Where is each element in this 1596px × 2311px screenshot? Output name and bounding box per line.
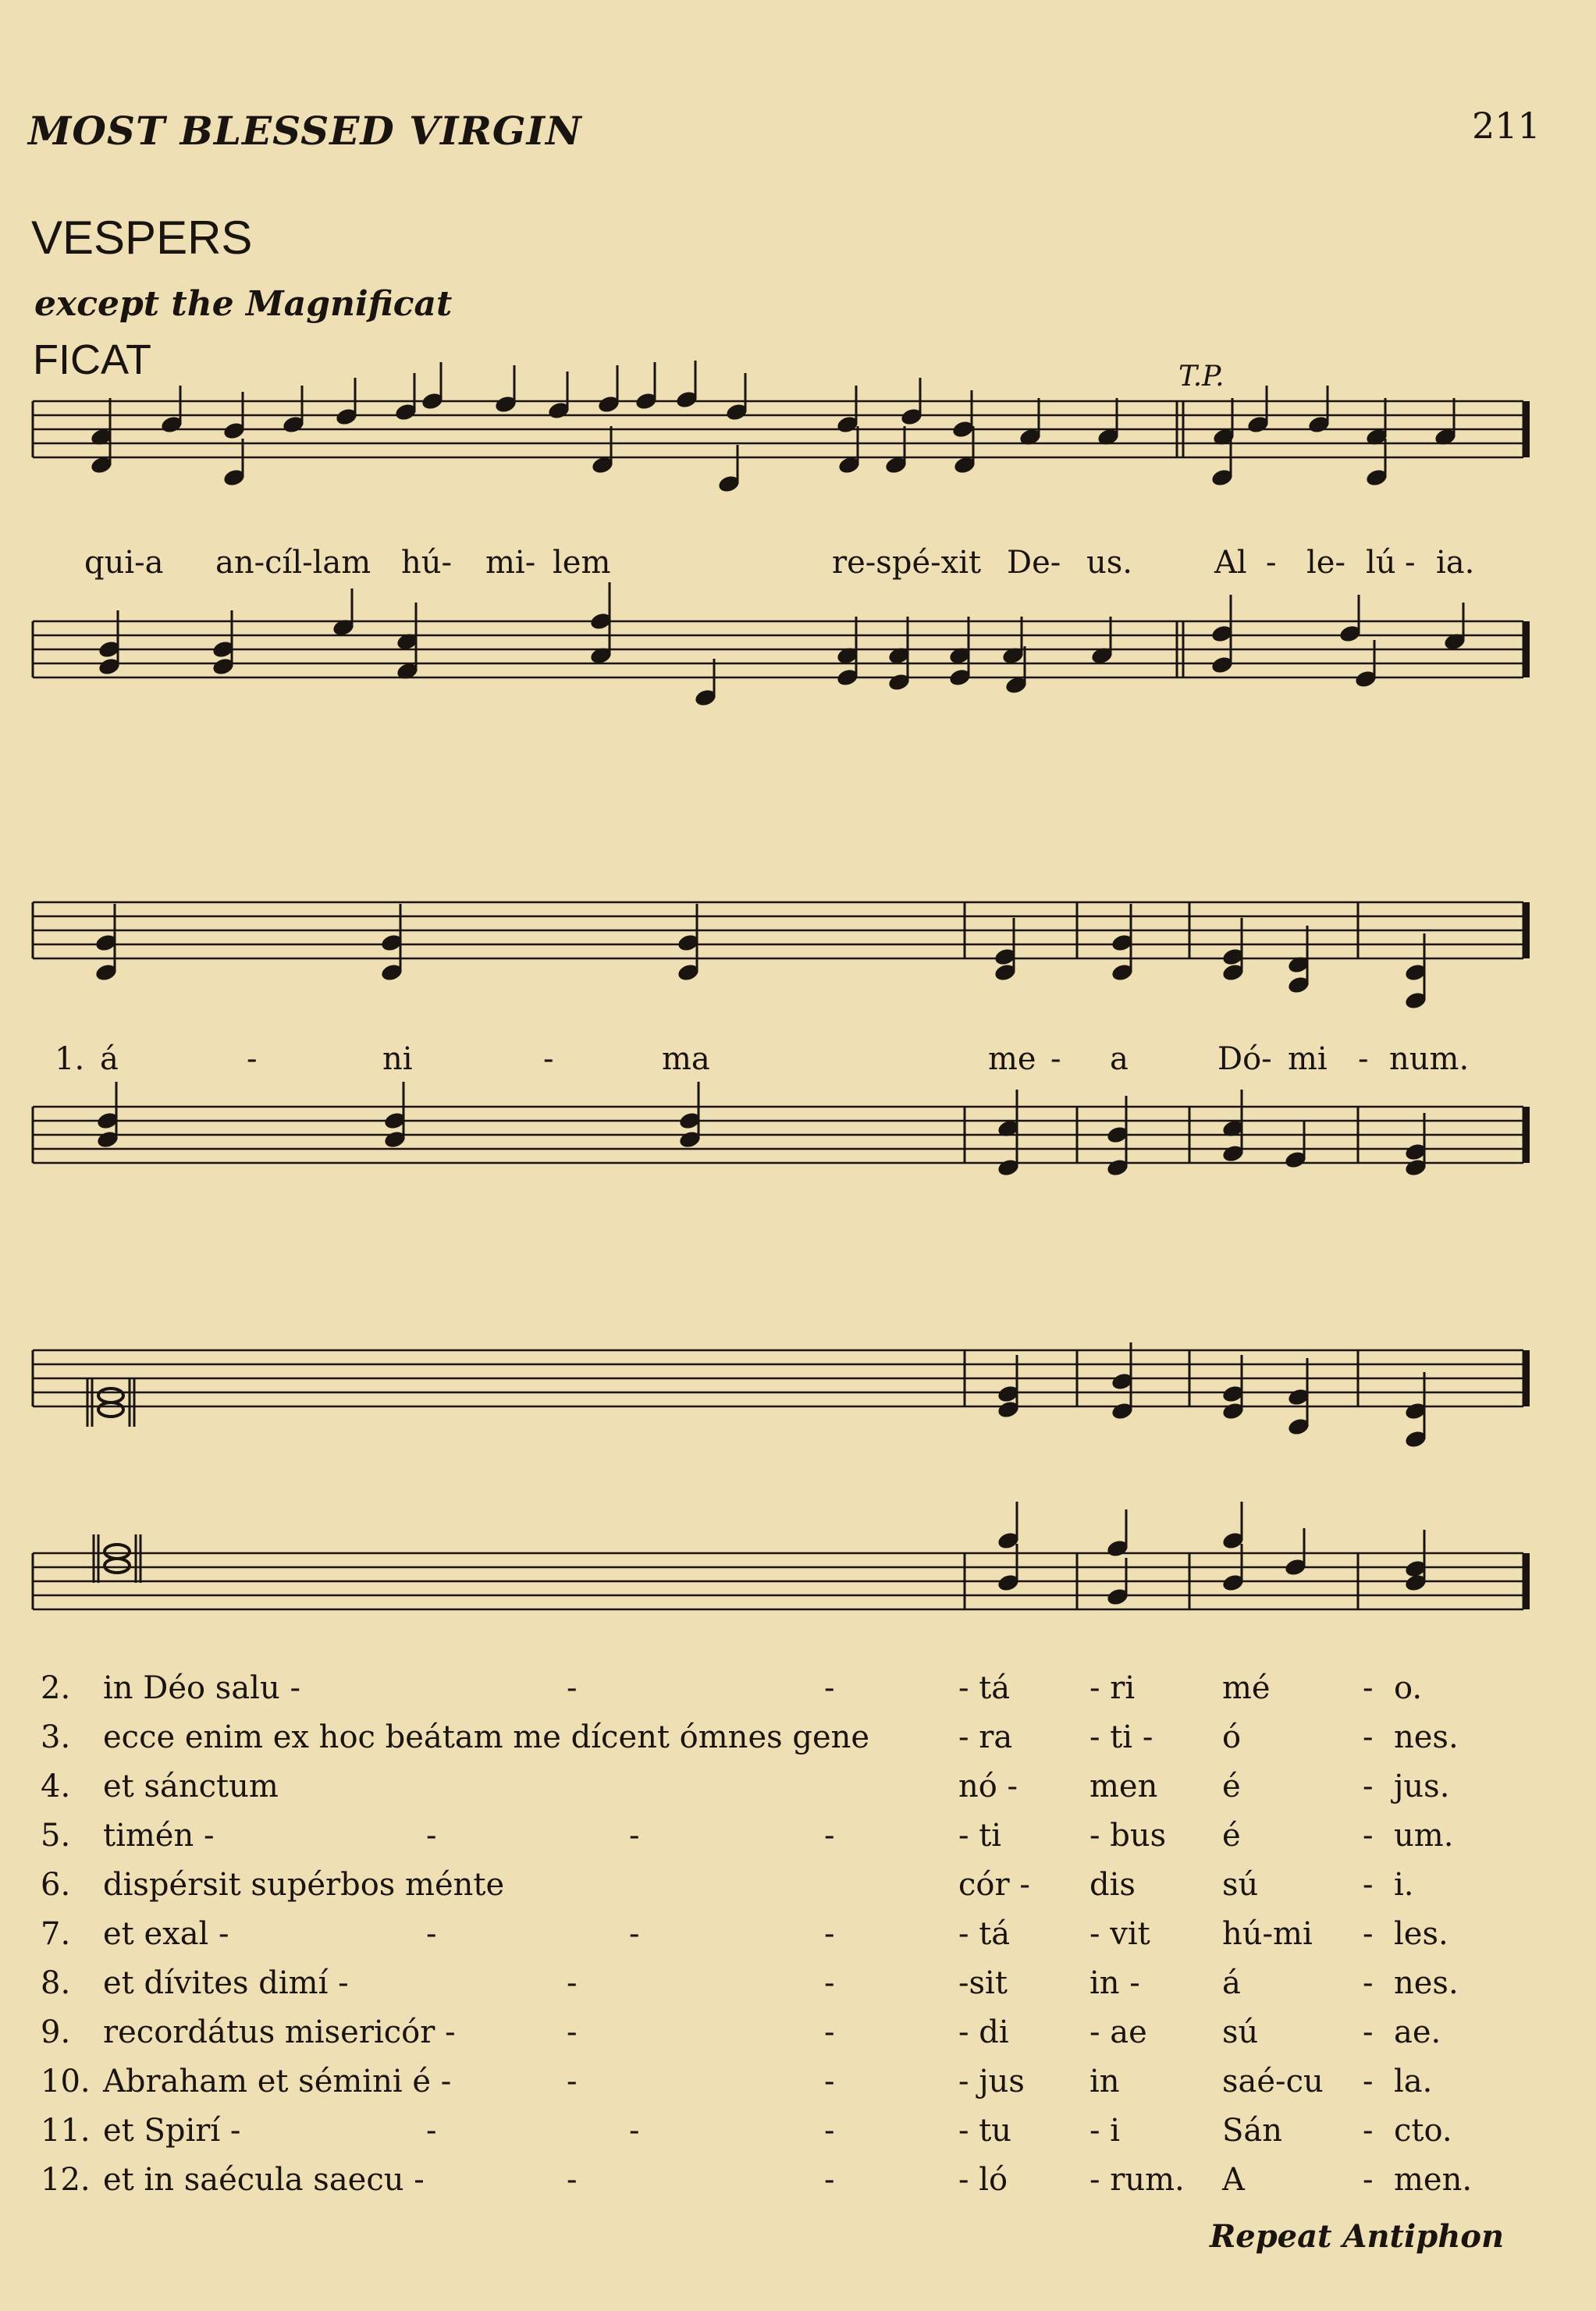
verse-syllable-3: saé-cu (1222, 2064, 1324, 2099)
verse-syllable-1: - di (958, 2014, 1009, 2050)
verse-syllable-4: la. (1394, 2064, 1433, 2099)
lyric-syllable: Dó- (1217, 1041, 1272, 1077)
verse-dash: - (1363, 1965, 1374, 2001)
verse-text: et Spirí - (103, 2113, 241, 2149)
verse-syllable-4: les. (1394, 1916, 1448, 1952)
verse-row (41, 1670, 1534, 1717)
verse-syllable-3: mé (1222, 1670, 1271, 1706)
final-bar (1523, 401, 1530, 457)
verse-syllable-3: A (1222, 2162, 1245, 2198)
lyric-syllable: Al (1214, 545, 1247, 581)
verse-dash: - (1363, 1867, 1374, 1903)
lyric-syllable: re-spé-xit (832, 545, 982, 581)
lyric-syllable: us. (1086, 545, 1133, 581)
verse-text: dispérsit supérbos ménte (103, 1867, 505, 1903)
verse-syllable-1: - jus (958, 2064, 1025, 2099)
verse-syllable-4: nes. (1394, 1719, 1459, 1755)
section-title: VESPERS (31, 212, 253, 264)
verse-dash: - (1363, 2014, 1374, 2050)
lyric-syllable: me (988, 1041, 1036, 1077)
verse-row (41, 1965, 1534, 2012)
verse-dash: - (824, 1916, 835, 1952)
verse-syllable-2: - i (1089, 2113, 1121, 2149)
verse-number: 5. (41, 1818, 71, 1854)
breve-note (105, 1559, 130, 1573)
verse-dash: - (1363, 2113, 1374, 2149)
lyric-syllable: hú- (401, 545, 453, 581)
lyric-syllable: qui-a (84, 545, 164, 581)
verse-syllable-3: Sán (1222, 2113, 1283, 2149)
verse-number: 3. (41, 1719, 71, 1755)
verse-dash: - (1363, 1670, 1374, 1706)
verse-text: ecce enim ex hoc beátam me dícent ómnes gene (103, 1719, 870, 1755)
verse-syllable-2: - ri (1089, 1670, 1136, 1706)
verse-dash: - (629, 2113, 640, 2149)
verse-dash: - (824, 1965, 835, 2001)
verse-syllable-4: men. (1394, 2162, 1473, 2198)
tp-marking: T.P. (1178, 361, 1225, 393)
word-fragment: FICAT (33, 336, 151, 383)
verse-syllable-4: o. (1394, 1670, 1423, 1706)
verse-dash: - (567, 1670, 578, 1706)
verse-dash: - (824, 2162, 835, 2198)
verse-syllable-2: - ae (1089, 2014, 1147, 2050)
verse-number: 1. (55, 1041, 85, 1077)
verse-text: Abraham et sémini é - (103, 2064, 452, 2099)
verse-dash: - (567, 1965, 578, 2001)
verse-row (41, 2064, 1534, 2110)
verse-syllable-1: - tá (958, 1916, 1011, 1952)
lyric-syllable: num. (1389, 1041, 1470, 1077)
verse-row (41, 1867, 1534, 1914)
breve-note (98, 1388, 123, 1403)
verse-number: 9. (41, 2014, 71, 2050)
verse-row (41, 1818, 1534, 1865)
verse-dash: - (1363, 1769, 1374, 1804)
verse-syllable-4: um. (1394, 1818, 1454, 1854)
lyric-syllable: ma (662, 1041, 710, 1077)
lyric-syllable: - (1358, 1041, 1369, 1077)
verse-syllable-1: - ló (958, 2162, 1008, 2198)
lyric-syllable: ia. (1436, 545, 1475, 581)
verse-row (41, 1719, 1534, 1766)
verse-dash: - (1363, 2064, 1374, 2099)
verse-row (41, 2014, 1534, 2061)
verse-syllable-1: - tu (958, 2113, 1012, 2149)
verse-syllable-1: - ra (958, 1719, 1013, 1755)
verse-syllable-3: é (1222, 1818, 1241, 1854)
verse-syllable-3: sú (1222, 2014, 1259, 2050)
verse-dash: - (824, 2014, 835, 2050)
verse-syllable-1: nó - (958, 1769, 1018, 1804)
verse-syllable-4: ae. (1394, 2014, 1441, 2050)
verse-dash: - (824, 2113, 835, 2149)
verse-syllable-3: ó (1222, 1719, 1242, 1755)
breve-note (105, 1545, 130, 1559)
verse-number: 11. (41, 2113, 91, 2149)
section-subtitle: except the Magnificat (34, 284, 453, 324)
lyric-syllable: - (247, 1041, 258, 1077)
verse-row (41, 2113, 1534, 2160)
final-bar (1523, 621, 1530, 677)
verse-dash: - (1363, 1719, 1374, 1755)
verse-dash: - (824, 1670, 835, 1706)
verse-text: et dívites dimí - (103, 1965, 349, 2001)
verse-syllable-3: sú (1222, 1867, 1259, 1903)
lyric-syllable: mi (1288, 1041, 1328, 1077)
lyric-syllable: lem (553, 545, 611, 581)
verse-syllable-4: cto. (1394, 2113, 1452, 2149)
repeat-note: Repeat Antiphon (1210, 2218, 1505, 2255)
running-title: MOST BLESSED VIRGIN (28, 108, 582, 154)
lyric-syllable: lú (1366, 545, 1396, 581)
verse-syllable-2: in - (1089, 1965, 1140, 2001)
verse-number: 7. (41, 1916, 71, 1952)
lyric-syllable: an-cíl-lam (215, 545, 371, 581)
verse-row (41, 1769, 1534, 1815)
verse-dash: - (426, 1916, 437, 1952)
verse-syllable-1: - ti (958, 1818, 1002, 1854)
verse-text: et exal - (103, 1916, 229, 1952)
final-bar (1523, 1553, 1530, 1609)
verse-dash: - (824, 2064, 835, 2099)
final-bar (1523, 1107, 1530, 1163)
verse-number: 12. (41, 2162, 91, 2198)
verse-syllable-2: - vit (1089, 1916, 1150, 1952)
verse-dash: - (567, 2064, 578, 2099)
verse-syllable-4: i. (1394, 1867, 1414, 1903)
verse-dash: - (629, 1818, 640, 1854)
verse-text: in Déo salu - (103, 1670, 300, 1706)
lyric-syllable: De- (1007, 545, 1061, 581)
verse-syllable-4: nes. (1394, 1965, 1459, 2001)
verse-dash: - (629, 1916, 640, 1952)
verse-text: recordátus misericór - (103, 2014, 456, 2050)
verse-syllable-3: á (1222, 1965, 1241, 2001)
verse-number: 6. (41, 1867, 71, 1903)
verse-syllable-1: -sit (958, 1965, 1008, 2001)
verse-text: et in saécula saecu - (103, 2162, 425, 2198)
verse-dash: - (1363, 2162, 1374, 2198)
verse-dash: - (426, 1818, 437, 1854)
verse-number: 2. (41, 1670, 71, 1706)
lyric-syllable: á (100, 1041, 119, 1077)
lyric-syllable: - (1266, 545, 1277, 581)
verse-number: 8. (41, 1965, 71, 2001)
lyric-syllable: le- (1306, 545, 1345, 581)
verse-number: 10. (41, 2064, 91, 2099)
verse-row (41, 2162, 1534, 2209)
final-bar (1523, 902, 1530, 958)
verse-syllable-2: in (1089, 2064, 1120, 2099)
lyric-syllable: - (1405, 545, 1416, 581)
verse-row (41, 1916, 1534, 1963)
verse-syllable-1: - tá (958, 1670, 1011, 1706)
verse-dash: - (1363, 1916, 1374, 1952)
verse-syllable-3: é (1222, 1769, 1241, 1804)
page-number: 211 (1472, 105, 1541, 147)
lyric-syllable: ni (382, 1041, 413, 1077)
verse-syllable-4: jus. (1394, 1769, 1450, 1804)
verse-text: timén - (103, 1818, 215, 1854)
verse-syllable-2: men (1089, 1769, 1158, 1804)
verse-dash: - (824, 1818, 835, 1854)
lyric-syllable: mi- (485, 545, 536, 581)
verse-number: 4. (41, 1769, 71, 1804)
breve-note (98, 1403, 123, 1417)
final-bar (1523, 1350, 1530, 1406)
verse-syllable-3: hú-mi (1222, 1916, 1313, 1952)
verse-syllable-2: - ti - (1089, 1719, 1153, 1755)
verse-syllable-2: - bus (1089, 1818, 1167, 1854)
verse-dash: - (1363, 1818, 1374, 1854)
verse-syllable-2: dis (1089, 1867, 1136, 1903)
verse-syllable-1: cór - (958, 1867, 1030, 1903)
lyric-syllable: - (1050, 1041, 1061, 1077)
lyric-syllable: - (543, 1041, 554, 1077)
verse-dash: - (426, 2113, 437, 2149)
verse-dash: - (567, 2014, 578, 2050)
verse-syllable-2: - rum. (1089, 2162, 1185, 2198)
verse-dash: - (567, 2162, 578, 2198)
lyric-syllable: a (1110, 1041, 1129, 1077)
verse-text: et sánctum (103, 1769, 279, 1804)
